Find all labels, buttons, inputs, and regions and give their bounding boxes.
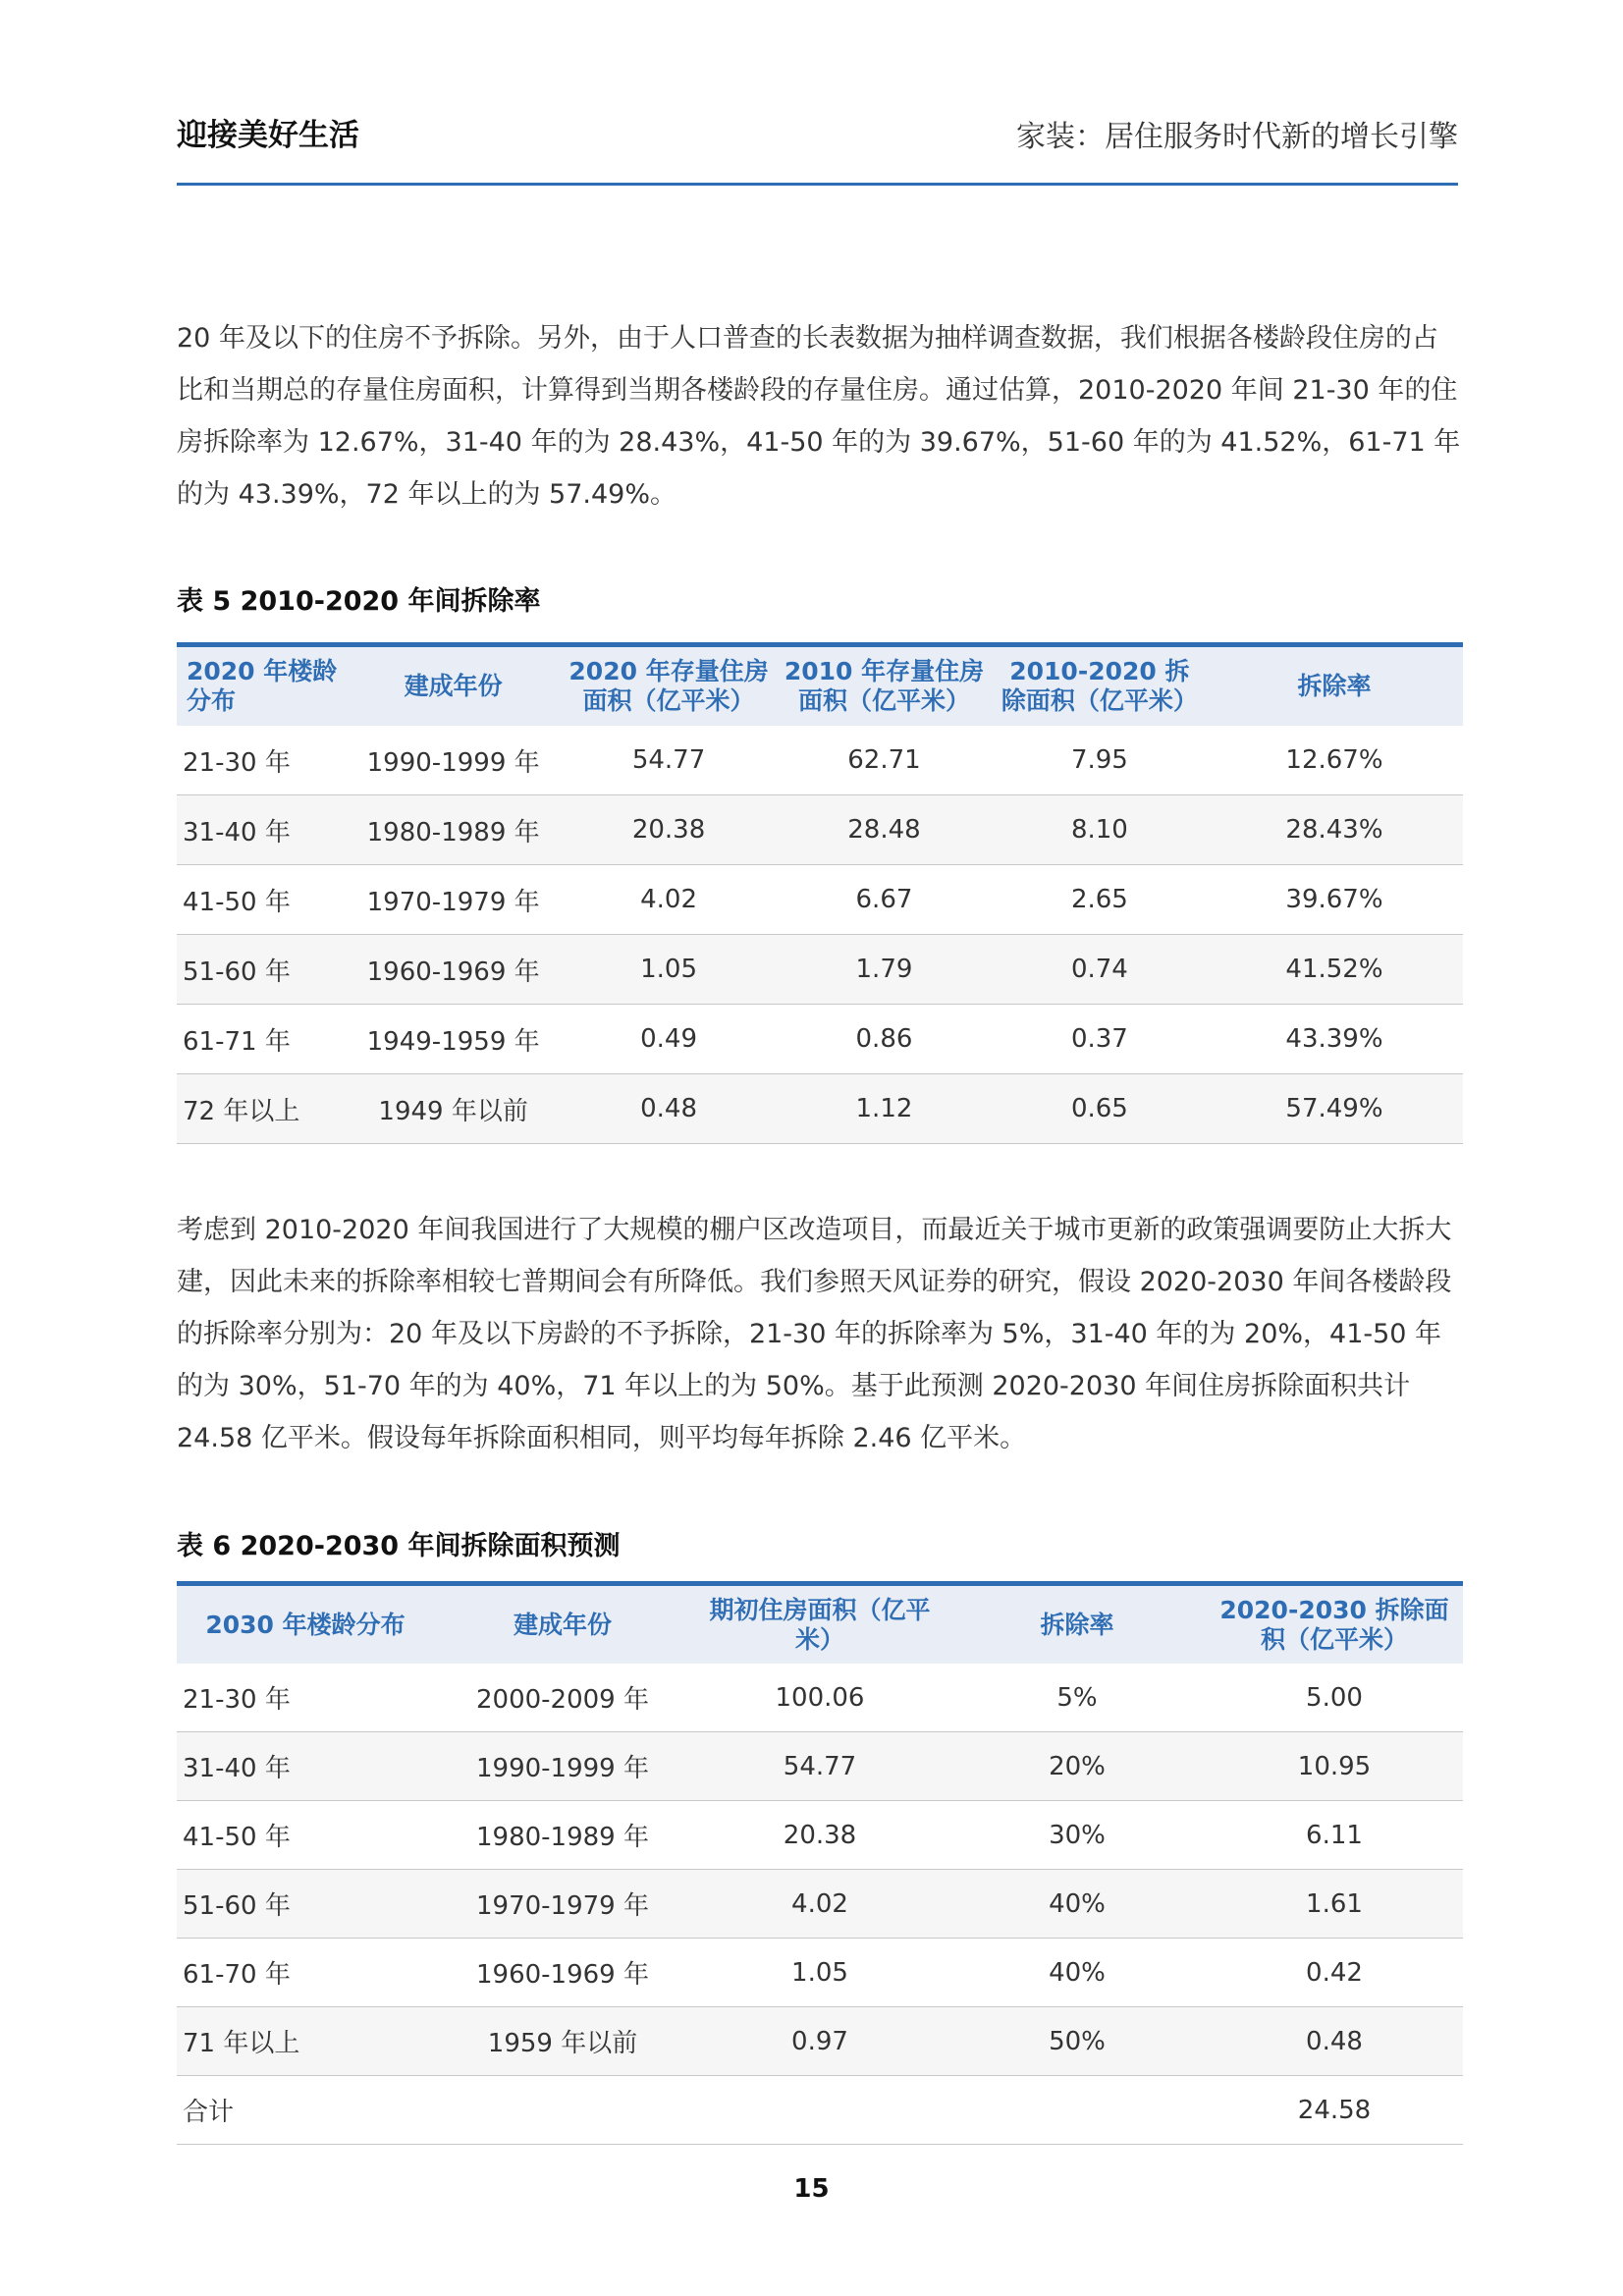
table-cell bbox=[691, 2076, 948, 2145]
table5-caption: 表 5 2010-2020 年间拆除率 bbox=[177, 586, 541, 617]
table-row bbox=[177, 795, 1463, 865]
table-cell: 6.11 bbox=[1206, 1801, 1463, 1870]
table-cell: 21-30 年 bbox=[177, 726, 344, 795]
table5-header-cell: 建成年份 bbox=[404, 672, 503, 700]
table-cell: 8.10 bbox=[994, 795, 1206, 865]
table-row bbox=[177, 935, 1463, 1005]
table-cell: 0.49 bbox=[563, 1005, 775, 1074]
table-cell: 1980-1989 年 bbox=[344, 795, 563, 865]
body-paragraph-2: 考虑到 2010-2020 年间我国进行了大规模的棚户区改造项目，而最近关于城市更新的政策强调要防止大拆大建，因此未来的拆除率相较七普期间会有所降低。我们参照天风证券的研究，假设 2020-2030 年间各楼龄段的拆除率分别为：20 年及以下房龄的不予拆除，21-30 年的拆除率为 5%，31-40 年的为 20%，41-50 年的为 30%，51-70 年的为 40%，71 年以上的为 50%。基于此预测 2020-2030 年间住房拆除面积共计 24.58 亿平米。假设每年拆除面积相同，则平均每年拆除 2.46 亿平米。 bbox=[177, 1215, 1452, 1453]
table6-header-cell: 拆除率 bbox=[1040, 1610, 1114, 1639]
table-cell: 20.38 bbox=[563, 795, 775, 865]
table6-header-cell: 期初住房面积（亿平米） bbox=[709, 1595, 931, 1654]
table-cell: 43.39% bbox=[1206, 1005, 1463, 1074]
table-cell: 1990-1999 年 bbox=[344, 726, 563, 795]
table-cell: 62.71 bbox=[775, 726, 994, 795]
table-cell: 1.79 bbox=[775, 935, 994, 1005]
table-cell: 1990-1999 年 bbox=[434, 1732, 691, 1801]
table-cell: 28.43% bbox=[1206, 795, 1463, 865]
table-cell: 7.95 bbox=[994, 726, 1206, 795]
table-cell: 1960-1969 年 bbox=[344, 935, 563, 1005]
table-cell: 0.48 bbox=[563, 1074, 775, 1144]
table-cell bbox=[434, 2076, 691, 2145]
table-cell: 40% bbox=[948, 1870, 1206, 1939]
table6-header-cell: 2020-2030 拆除面积（亿平米） bbox=[1219, 1595, 1449, 1654]
table-cell: 6.67 bbox=[775, 865, 994, 935]
table-cell: 4.02 bbox=[691, 1870, 948, 1939]
body-paragraph-1: 20 年及以下的住房不予拆除。另外，由于人口普查的长表数据为抽样调查数据，我们根据各楼龄段住房的占比和当期总的存量住房面积，计算得到当期各楼龄段的存量住房。通过估算，2010-2020 年间 21-30 年的住房拆除率为 12.67%，31-40 年的为 28.43%，41-50 年的为 39.67%，51-60 年的为 41.52%，61-71 年的为 43.39%，72 年以上的为 57.49%。 bbox=[177, 323, 1461, 510]
table-cell: 0.97 bbox=[691, 2007, 948, 2076]
table-cell: 1970-1979 年 bbox=[434, 1870, 691, 1939]
table-cell: 41-50 年 bbox=[177, 865, 344, 935]
table-cell: 1949 年以前 bbox=[344, 1074, 563, 1144]
table-cell: 0.37 bbox=[994, 1005, 1206, 1074]
table-cell: 0.65 bbox=[994, 1074, 1206, 1144]
table-cell: 1970-1979 年 bbox=[344, 865, 563, 935]
table-cell: 5.00 bbox=[1206, 1664, 1463, 1732]
table5-header-cell: 2020 年楼龄分布 bbox=[187, 657, 338, 715]
table-cell: 41.52% bbox=[1206, 935, 1463, 1005]
table-cell: 72 年以上 bbox=[177, 1074, 344, 1144]
table-cell: 0.74 bbox=[994, 935, 1206, 1005]
table-cell: 28.48 bbox=[775, 795, 994, 865]
table-cell: 21-30 年 bbox=[177, 1664, 434, 1732]
table-cell: 1949-1959 年 bbox=[344, 1005, 563, 1074]
table-cell: 100.06 bbox=[691, 1664, 948, 1732]
table5-header-cell: 2010 年存量住房面积（亿平米） bbox=[784, 657, 985, 715]
table-cell: 20.38 bbox=[691, 1801, 948, 1870]
table-cell: 0.86 bbox=[775, 1005, 994, 1074]
table-cell: 12.67% bbox=[1206, 726, 1463, 795]
table-cell: 1.61 bbox=[1206, 1870, 1463, 1939]
section-title: 家装：居住服务时代新的增长引擎 bbox=[1016, 120, 1458, 154]
table-row bbox=[177, 1074, 1463, 1144]
table-cell: 54.77 bbox=[691, 1732, 948, 1801]
table-cell: 1959 年以前 bbox=[434, 2007, 691, 2076]
table-cell: 10.95 bbox=[1206, 1732, 1463, 1801]
table-cell: 41-50 年 bbox=[177, 1801, 434, 1870]
table-cell: 61-70 年 bbox=[177, 1939, 434, 2007]
table-row bbox=[177, 1732, 1463, 1801]
table-row bbox=[177, 1801, 1463, 1870]
table-cell: 1960-1969 年 bbox=[434, 1939, 691, 2007]
table5-header-cell: 拆除率 bbox=[1297, 672, 1372, 700]
table-cell: 31-40 年 bbox=[177, 795, 344, 865]
table-cell: 0.48 bbox=[1206, 2007, 1463, 2076]
table6-caption: 表 6 2020-2030 年间拆除面积预测 bbox=[177, 1531, 621, 1561]
table-cell: 1.05 bbox=[563, 935, 775, 1005]
table-cell: 4.02 bbox=[563, 865, 775, 935]
table-cell: 40% bbox=[948, 1939, 1206, 2007]
table-cell: 71 年以上 bbox=[177, 2007, 434, 2076]
document-title: 迎接美好生活 bbox=[177, 118, 359, 153]
table-row bbox=[177, 726, 1463, 795]
table5-header-row bbox=[177, 645, 1463, 727]
table-cell: 61-71 年 bbox=[177, 1005, 344, 1074]
table-cell: 30% bbox=[948, 1801, 1206, 1870]
table5 bbox=[177, 642, 1463, 1144]
table-cell: 51-60 年 bbox=[177, 935, 344, 1005]
table-cell: 1.12 bbox=[775, 1074, 994, 1144]
table-row bbox=[177, 1939, 1463, 2007]
table-cell: 合计 bbox=[177, 2076, 434, 2145]
table-cell: 5% bbox=[948, 1664, 1206, 1732]
table-row bbox=[177, 1870, 1463, 1939]
table-cell: 24.58 bbox=[1206, 2076, 1463, 2145]
page-number: 15 bbox=[793, 2174, 830, 2204]
header-divider bbox=[177, 183, 1458, 186]
table5-header-cell: 2010-2020 拆除面积（亿平米） bbox=[1001, 657, 1198, 715]
table6-header-cell: 2030 年楼龄分布 bbox=[205, 1610, 406, 1639]
table-cell: 57.49% bbox=[1206, 1074, 1463, 1144]
table-cell: 2.65 bbox=[994, 865, 1206, 935]
table-cell: 54.77 bbox=[563, 726, 775, 795]
table-cell: 20% bbox=[948, 1732, 1206, 1801]
table-cell: 0.42 bbox=[1206, 1939, 1463, 2007]
table-cell: 39.67% bbox=[1206, 865, 1463, 935]
table5-header-cell: 2020 年存量住房面积（亿平米） bbox=[568, 657, 769, 715]
table6 bbox=[177, 1581, 1463, 2145]
table-cell: 50% bbox=[948, 2007, 1206, 2076]
table-cell: 1.05 bbox=[691, 1939, 948, 2007]
table-row bbox=[177, 2007, 1463, 2076]
table-cell: 51-60 年 bbox=[177, 1870, 434, 1939]
table-cell bbox=[948, 2076, 1206, 2145]
table-cell: 2000-2009 年 bbox=[434, 1664, 691, 1732]
table-row bbox=[177, 1664, 1463, 1732]
table6-header-row bbox=[177, 1584, 1463, 1665]
table6-header-cell: 建成年份 bbox=[513, 1610, 612, 1639]
table-cell: 31-40 年 bbox=[177, 1732, 434, 1801]
table-cell: 1980-1989 年 bbox=[434, 1801, 691, 1870]
table-row bbox=[177, 865, 1463, 935]
table-total-row bbox=[177, 2076, 1463, 2145]
table-row bbox=[177, 1005, 1463, 1074]
